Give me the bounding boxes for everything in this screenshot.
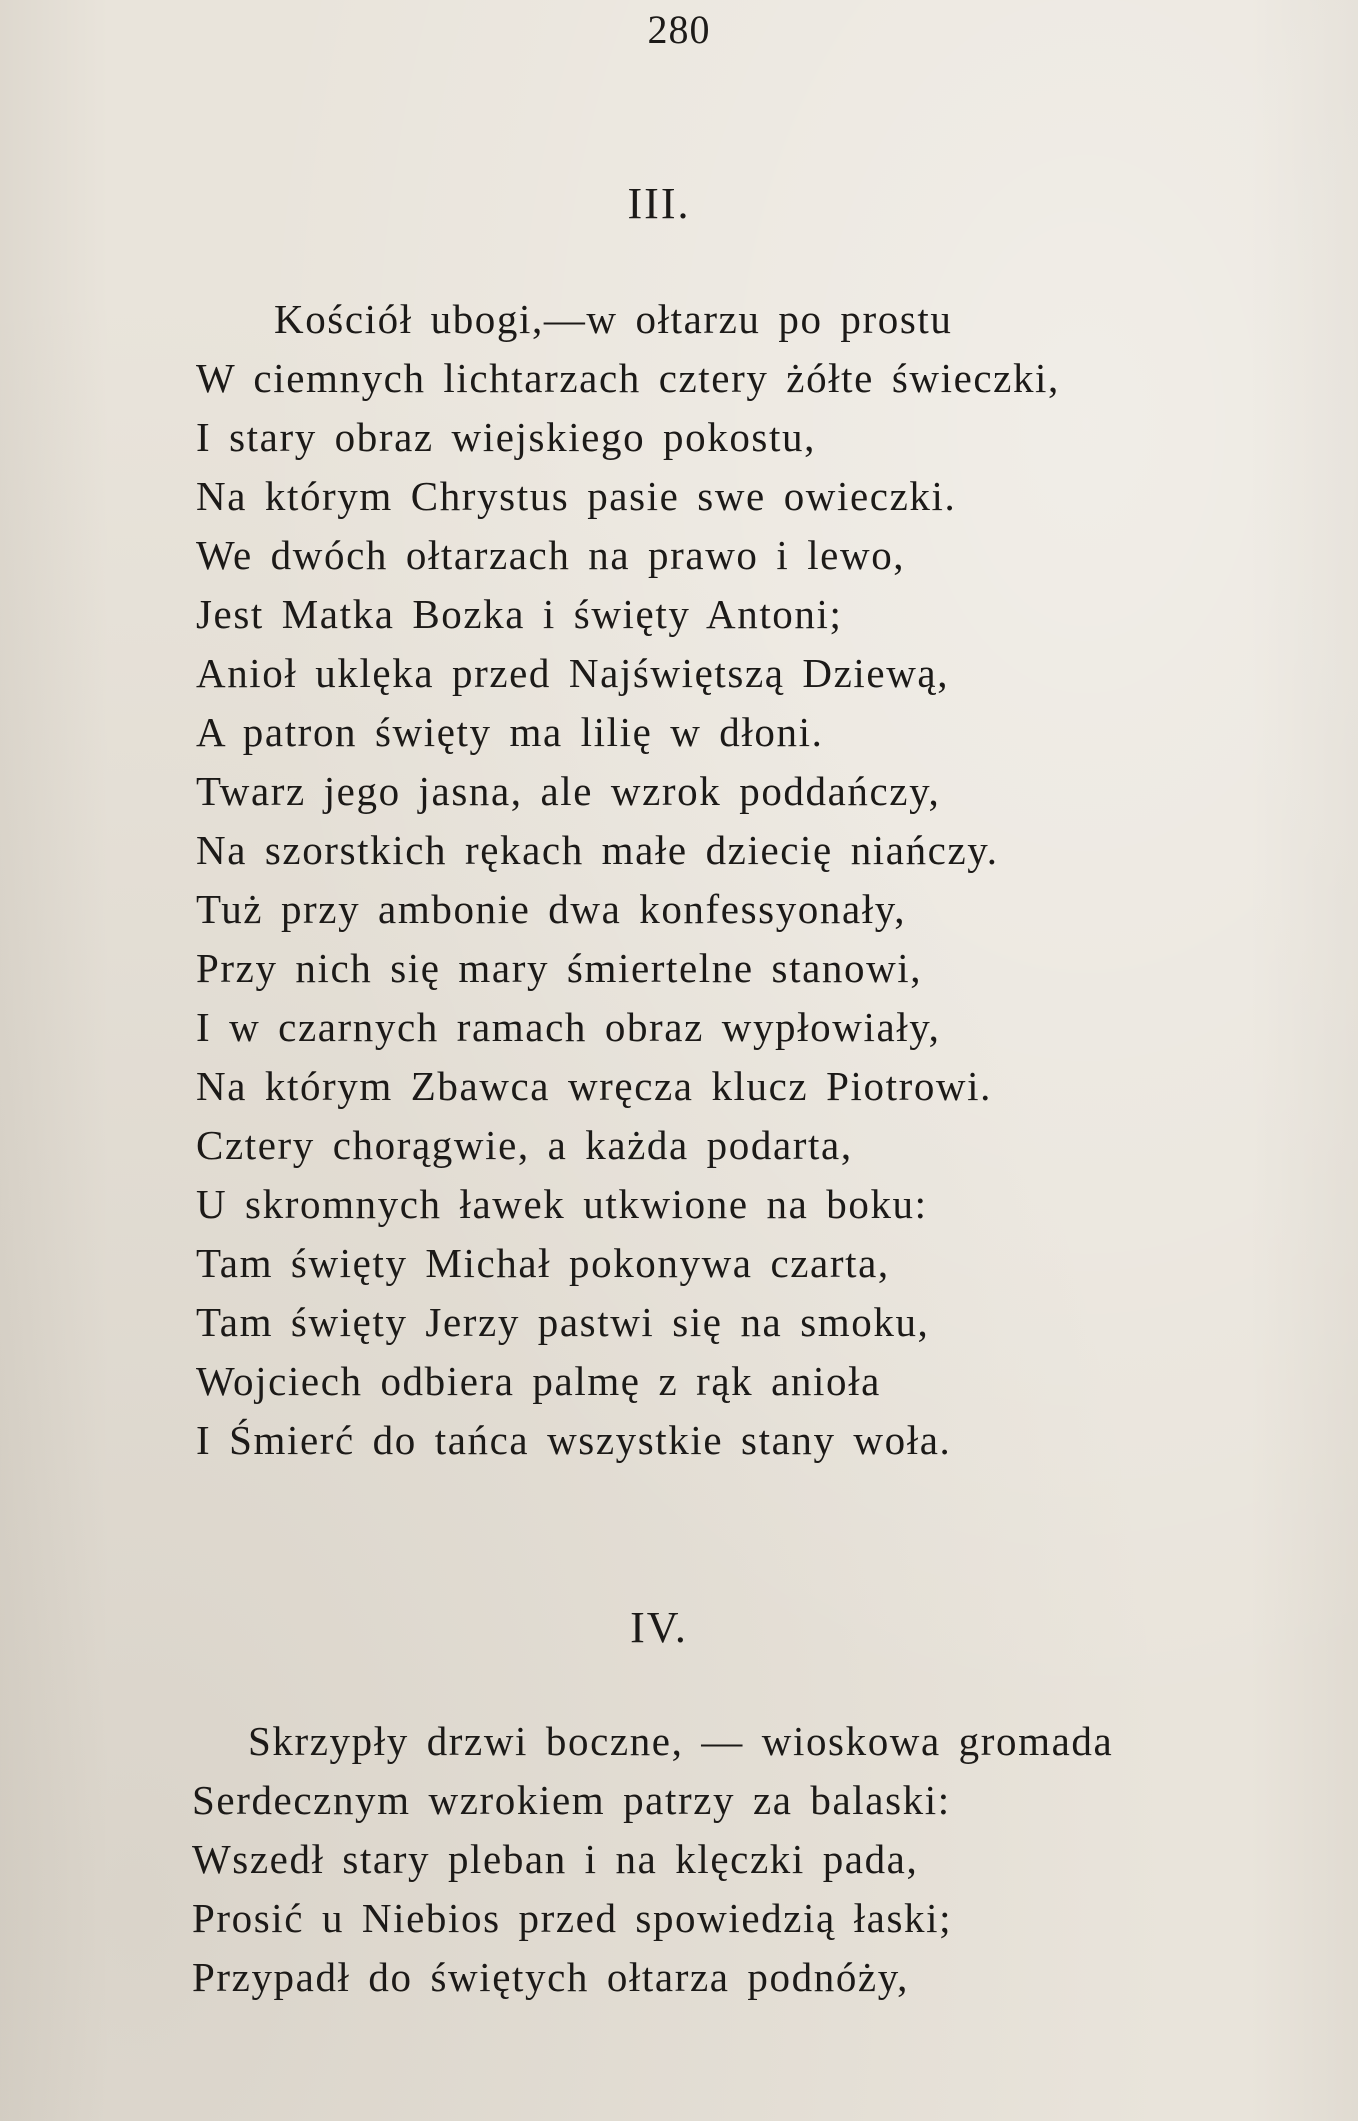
verse-line: I stary obraz wiejskiego pokostu, — [196, 414, 816, 460]
verse-line: Jest Matka Bozka i święty Antoni; — [196, 591, 843, 637]
page-number: 280 — [647, 7, 711, 52]
verse-line: Wszedł stary pleban i na klęczki pada, — [192, 1836, 919, 1882]
verse-line: Wojciech odbiera palmę z rąk anioła — [196, 1358, 881, 1404]
section-heading-iii: III. — [627, 179, 691, 228]
verse-line: Przypadł do świętych ołtarza podnóży, — [192, 1954, 909, 2000]
verse-line: A patron święty ma lilię w dłoni. — [196, 709, 824, 755]
stanza-iii — [196, 290, 1060, 1470]
section-heading-iv: IV. — [630, 1603, 688, 1652]
verse-line: Tam święty Michał pokonywa czarta, — [196, 1240, 890, 1286]
verse-line: Na szorstkich rękach małe dziecię niańczy. — [196, 827, 999, 873]
verse-line: Serdecznym wzrokiem patrzy za balaski: — [192, 1777, 951, 1823]
stanza-iv — [192, 1712, 1113, 2007]
verse-line: Na którym Chrystus pasie swe owieczki. — [196, 473, 957, 519]
verse-line: Na którym Zbawca wręcza klucz Piotrowi. — [196, 1063, 992, 1109]
verse-line: I Śmierć do tańca wszystkie stany woła. — [196, 1417, 952, 1463]
verse-line: I w czarnych ramach obraz wypłowiały, — [196, 1004, 941, 1050]
verse-line: Prosić u Niebios przed spowiedzią łaski; — [192, 1895, 953, 1941]
verse-line: Skrzypły drzwi boczne, — wioskowa gromada — [248, 1718, 1114, 1764]
verse-line: Anioł uklęka przed Najświętszą Dziewą, — [196, 650, 950, 696]
verse-line: U skromnych ławek utkwione na boku: — [196, 1181, 928, 1227]
verse-line: We dwóch ołtarzach na prawo i lewo, — [196, 532, 906, 578]
verse-line: Kościół ubogi,—w ołtarzu po prostu — [274, 296, 953, 342]
verse-line: Cztery chorągwie, a każda podarta, — [196, 1122, 853, 1168]
verse-line: W ciemnych lichtarzach cztery żółte świeczki, — [196, 355, 1060, 401]
verse-line: Tam święty Jerzy pastwi się na smoku, — [196, 1299, 930, 1345]
verse-line: Twarz jego jasna, ale wzrok poddańczy, — [196, 768, 941, 814]
verse-line: Przy nich się mary śmiertelne stanowi, — [196, 945, 923, 991]
verse-line: Tuż przy ambonie dwa konfessyonały, — [196, 886, 907, 932]
